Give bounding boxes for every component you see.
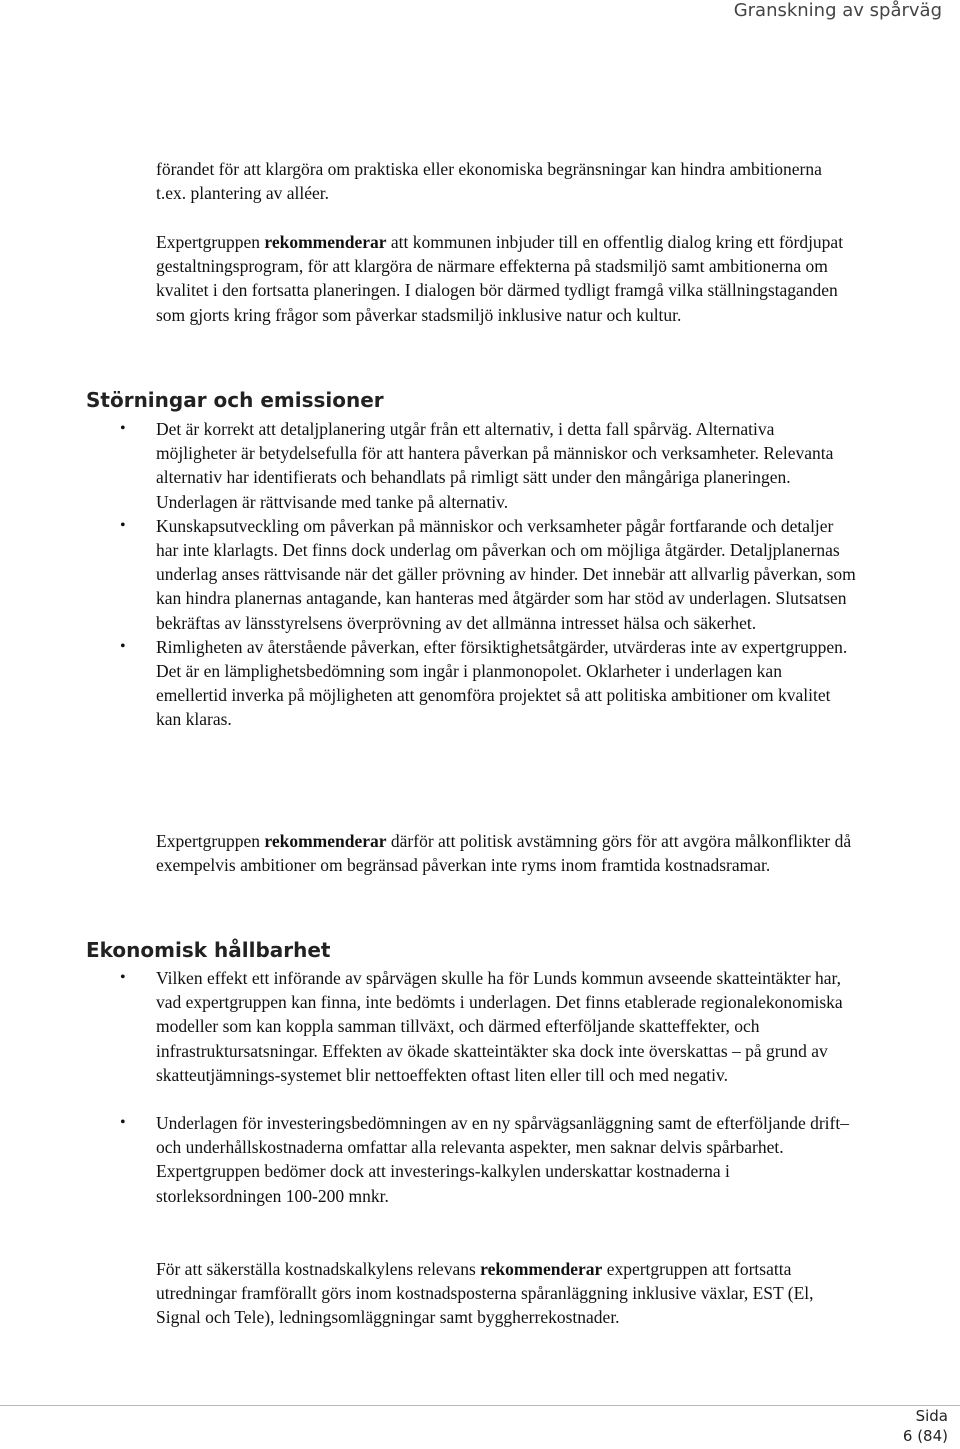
- recommendation-paragraph-1: [156, 230, 856, 327]
- document-header-title: Granskning av spårväg: [733, 0, 942, 21]
- rec1-pre: Expertgruppen: [156, 232, 265, 252]
- recommendation-paragraph-2: [156, 829, 856, 877]
- section1-bullet-item: [120, 514, 856, 635]
- footer-divider: [0, 1405, 960, 1406]
- recommendation-paragraph-block-3: [156, 1257, 856, 1330]
- section2-bullet-list: [120, 966, 856, 1208]
- rec3-bold-keyword: rekommenderar: [480, 1259, 603, 1279]
- page-label: Sida: [915, 1407, 948, 1425]
- section2-bullet-item: [120, 966, 856, 1087]
- section1-bullet-item: [120, 417, 856, 514]
- bullet-icon: •: [120, 420, 126, 437]
- section2-bullet-text-2: Underlagen för investeringsbedömningen av en ny spårvägsanläggning samt de efterföljande drift– och underhållskostnaderna omfattar alla relevanta aspekter, men saknar delvis spårbarhet. Expertgruppen bedömer dock att investerings-kalkylen underskattar kostnaderna i storleksordningen 100-200 mnkr.: [156, 1113, 849, 1206]
- recommendation-paragraph-3: [156, 1257, 856, 1330]
- section-heading-ekonomisk: Ekonomisk hållbarhet: [86, 938, 331, 962]
- rec3-pre: För att säkerställa kostnadskalkylens relevans: [156, 1259, 481, 1279]
- section1-bullet-text-2: Kunskapsutveckling om påverkan på människor och verksamheter pågår fortfarande och detaljer har inte klarlagts. Det finns dock underlag om påverkan och om möjliga åtgärder. Detaljplanernas underlag anses rättvisande när det gäller prövning av hinder. Det innebär att allvarlig påverkan, som kan hindra planernas antagande, kan hanteras med åtgärder som har stöd av underlagen. Slutsatsen bekräftas av länsstyrelsens överprövning av det allmänna intresset hälsa och säkerhet.: [156, 515, 856, 633]
- footer-page-info: [903, 1406, 948, 1446]
- page-number: 6 (84): [902, 1427, 948, 1445]
- section1-bullet-list: [120, 417, 856, 732]
- section1-bullet-text-3: Rimligheten av återstående påverkan, efter försiktighetsåtgärder, utvärderas inte av expertgruppen. Det är en lämplighetsbedömning som ingår i planmonopolet. Oklarheter i underlagen kan emellertid inverka på möjligheten att genomföra projektet så att politiska ambitioner om kvalitet kan klaras.: [156, 636, 848, 730]
- rec2-post: därför att politisk avstämning görs för att avgöra målkonflikter då exempelvis ambitioner om begränsad påverkan inte ryms inom framtida kostnadsramar.: [156, 831, 852, 876]
- recommendation-paragraph-block-2: [156, 829, 856, 877]
- rec2-pre: Expertgruppen: [156, 831, 265, 851]
- bullet-icon: •: [120, 637, 126, 655]
- rec3-post: expertgruppen att fortsatta utredningar framförallt görs inom kostnadsposterna spåranläggning inklusive växlar, EST (El, Signal och Tele), ledningsomläggningar samt byggherrekostnader.: [156, 1259, 814, 1328]
- intro-paragraph-block: [156, 157, 856, 205]
- bullet-icon: •: [120, 1114, 126, 1132]
- rec1-bold-keyword: rekommenderar: [264, 232, 387, 252]
- bullet-icon: •: [120, 516, 126, 534]
- recommendation-paragraph-block-1: [156, 230, 856, 327]
- section1-bullet-item: [120, 635, 856, 732]
- intro-paragraph: förandet för att klargöra om praktiska eller ekonomiska begränsningar kan hindra ambitionerna t.ex. plantering av alléer.: [156, 159, 822, 204]
- bullet-icon: •: [120, 969, 126, 986]
- section-heading-storningar: Störningar och emissioner: [86, 388, 384, 412]
- rec1-post: att kommunen inbjuder till en offentlig dialog kring ett fördjupat gestaltningsprogram, för att klargöra de närmare effekterna på stadsmiljö samt ambitionerna om kvalitet i den fortsatta planeringen. I dialogen bör därmed tydligt framgå vilka ställningstaganden som gjorts kring frågor som påverkar stadsmiljö inklusive natur och kultur.: [156, 232, 844, 325]
- rec2-bold-keyword: rekommenderar: [264, 831, 387, 851]
- section2-bullet-item: [120, 1111, 856, 1208]
- section1-bullet-text-1: Det är korrekt att detaljplanering utgår från ett alternativ, i detta fall spårväg. Alternativa möjligheter är betydelsefulla för att hantera påverkan på människor och verksamheter. Relevanta alternativ har identifierats och behandlats på rimligt sätt under den mångåriga planeringen. Underlagen är rättvisande med tanke på alternativ.: [156, 419, 834, 512]
- section2-bullet-text-1: Vilken effekt ett införande av spårvägen skulle ha för Lunds kommun avseende skatteintäkter har, vad expertgruppen kan finna, inte bedömts i underlagen. Det finns etablerade regionalekonomiska modeller som kan koppla samman tillväxt, och därmed efterföljande skatteffekter, och infrastruktursatsningar. Effekten av ökade skatteintäkter ska dock inte överskattas – på grund av skatteutjämnings-systemet blir nettoeffekten oftast liten eller till och med negativ.: [156, 968, 843, 1085]
